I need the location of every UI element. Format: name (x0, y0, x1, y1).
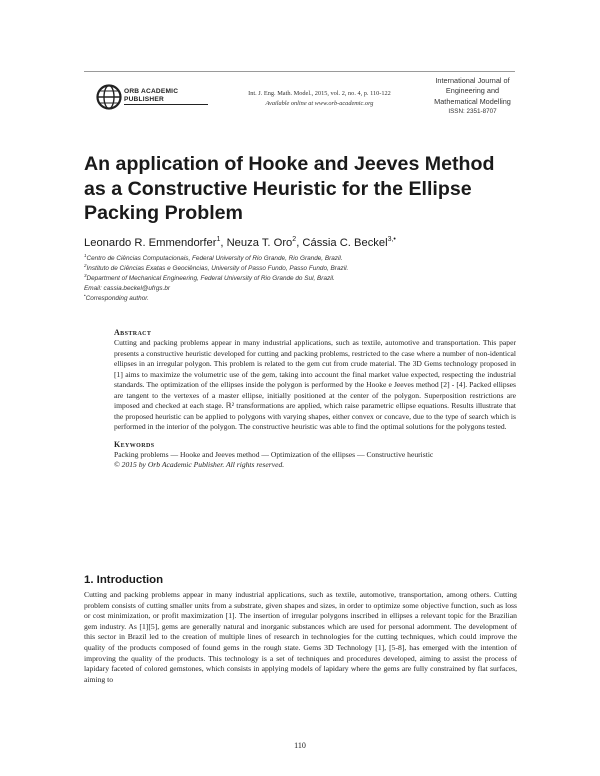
author-affil-mark: 3,• (387, 236, 396, 243)
author-affil-mark: 1 (216, 236, 221, 243)
journal-name-line-3: Mathematical Modelling (434, 96, 511, 106)
corresponding-mark: • (84, 292, 86, 298)
abstract-text: Cutting and packing problems appear in many industrial applications, such as textile, automotive and transportation. This paper presents a constructive heuristic developed for cutting and packing problems, restricted to the case where a number of non-identical ellipses in an irregular polygon. This problem is related to the gem cut from crude material. The 3D Gems technology proposed in [1] aims to maximize the volumetric use of the gem, taking into account the final market value expected, respecting the industrial standards. The optimization of the ellipses inside the polygon is performed by the Hooke e Jeeves method [2] - [4]. Packed ellipses are tangent to the vertexes of a master ellipse, initially positioned at the center of the polygon. Superposition restrictions are imposed and checked at each stage. ℝ² transformations are applied, which raise parametric ellipse equations. Results illustrate that the proposed heuristic can be applied to polygons with varying shapes, either convex or concave, due to the type of search which is performed in the interior of the polygon. The constructive heuristic was able to find the optimal solutions for the polygons tested. (114, 338, 516, 432)
affiliations (84, 254, 348, 304)
journal-name-line-1: International Journal of (435, 76, 510, 85)
affiliation-text: Centro de Ciências Computacionais, Federal University of Rio Grande, Rio Grande, Brazil. (86, 255, 343, 262)
contact-email: Email: cassia.beckel@ufrgs.br (84, 284, 171, 292)
keywords-text: Packing problems — Hooke and Jeeves method — Optimization of the ellipses — Constructive heuristic (114, 449, 434, 459)
title-line-3: Packing Problem (84, 202, 243, 224)
keywords-heading: Keywords (114, 439, 155, 449)
publisher-logo (96, 84, 208, 110)
abstract-block (114, 328, 516, 471)
logo-text: ORB ACADEMIC PUBLISHER (124, 88, 208, 105)
author-affil-mark: 2 (292, 236, 297, 243)
paper-title (84, 152, 524, 226)
title-line-2: as a Constructive Heuristic for the Ellipse (84, 177, 472, 200)
copyright-notice: © 2015 by Orb Academic Publisher. All rights reserved. (114, 460, 285, 470)
author-separator: , (220, 237, 227, 249)
corresponding-note (84, 294, 348, 304)
affiliation-mark: 1 (84, 253, 87, 258)
introduction-heading: 1. Introduction (84, 574, 164, 586)
affiliation-mark: 3 (84, 272, 87, 278)
introduction-text: Cutting and packing problems appear in many industrial applications, such as textile, automotive, transportation, among others. Cutting problem consists of cutting smaller units from a substrate, given shapes and sizes, in order to optimize some objective function, such as loss or cost minimization, or profit maximization [1]. The insertion of irregular polygons inscribed in ellipses a relevant topic for the Brazilian gem industry. As [1][5], gems are generally natural and inorganic substances which are used for personal adornment. The development of this sector in Brazil led to the creation of multiple lines of research in technologies for the cutting techniques, which could improve the quality of the products composed of found gems in the rough state. Gems 3D Technology [1], [5-8], has emerged with the intention of improving the quality of the products. This technology is a set of techniques and procedures developed, aiming to assist the process of lapidary faceted of colored gemstones, which consists in applying models of lapidary where the gems are fully constrained by flat surfaces, aiming to (84, 590, 517, 684)
availability-line: Available online at www.orb-academic.org (265, 100, 374, 107)
page-number: 110 (294, 741, 306, 750)
affiliation-item (84, 274, 348, 284)
author-name: Neuza T. Oro (226, 237, 293, 249)
abstract-heading: Abstract (114, 328, 152, 337)
issn: ISSN: 2351-8707 (448, 108, 497, 116)
corresponding-text: Corresponding author. (85, 294, 149, 302)
journal-name-line-2: Engineering and (445, 86, 500, 96)
affiliation-text: Instituto de Ciências Exatas e Geociências, University of Passo Fundo, Passo Fundo, Brazil. (86, 264, 349, 272)
author-name: Cássia C. Beckel (302, 237, 388, 249)
author-separator: , (296, 237, 303, 249)
header-rule (84, 71, 515, 72)
journal-citation (232, 89, 407, 109)
author-name: Leonardo R. Emmendorfer (84, 237, 217, 249)
affiliation-item (84, 254, 348, 264)
journal-name-block (425, 76, 520, 118)
affiliation-item (84, 264, 348, 274)
author-list (84, 236, 396, 250)
citation-line: Int. J. Eng. Math. Model., 2015, vol. 2, no. 4, p. 110-122 (248, 90, 391, 97)
affiliation-mark: 2 (84, 262, 87, 268)
title-line-1: An application of Hooke and Jeeves Method (84, 153, 495, 175)
affiliation-text: Department of Mechanical Engineering, Federal University of Rio Grande do Sul, Brazil. (86, 274, 335, 282)
